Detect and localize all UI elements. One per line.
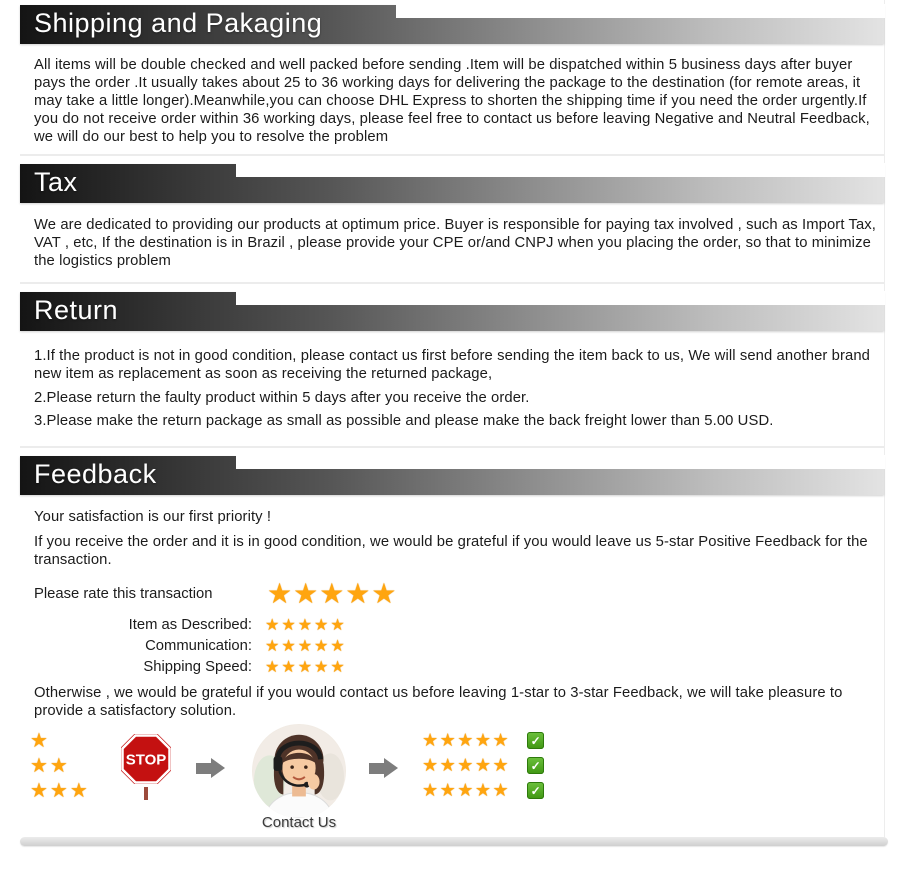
five-star-icon: ★★★★★ bbox=[265, 614, 347, 634]
section-divider bbox=[20, 154, 884, 156]
product-policy-page bbox=[20, 0, 885, 846]
rate-transaction-label: Please rate this transaction bbox=[34, 586, 213, 602]
section-header-tax bbox=[20, 164, 884, 203]
header-notch bbox=[236, 163, 885, 177]
checkbox-checked-icon: ✓ bbox=[527, 782, 544, 799]
section-header-shipping bbox=[20, 5, 884, 44]
checkbox-checked-icon: ✓ bbox=[527, 732, 544, 749]
low-rating-stars bbox=[30, 728, 114, 803]
feedback-flow-diagram bbox=[30, 727, 884, 831]
five-star-icon: ★★★★★ bbox=[422, 754, 511, 776]
arrow-right-icon bbox=[369, 758, 398, 778]
two-star-icon: ★★ bbox=[30, 753, 70, 777]
shipping-policy-text: All items will be double checked and well packed before sending .Item will be dispatched within 5 business days after buyer pays the order .It usually takes about 25 to 36 working days for delivering the package to the destination (for remote areas, it may take a little longer).Meanwhile,you can choose DHL Express to shorten the shipping time if you need the order urgently.If you do not receive order within 36 working days, please feel free to contact us before leaving Negative and Neutral Feedback, we will do our best to help you to resolve the problem bbox=[34, 57, 870, 145]
bottom-divider-bar bbox=[20, 837, 888, 846]
contact-us-image bbox=[252, 724, 346, 818]
rating-label: Communication: bbox=[145, 637, 252, 654]
one-star-icon: ★ bbox=[30, 728, 50, 752]
section-title-return: Return bbox=[34, 295, 119, 325]
rating-row-shipping-speed bbox=[34, 656, 884, 677]
header-notch bbox=[396, 4, 885, 18]
tax-policy-text: We are dedicated to providing our products at optimum price. Buyer is responsible for paying tax involved , such as Import Tax, VAT , etc, If the destination is in Brazil , please provide your CPE or/and CNPJ when you placing the order, so that to minimize the logistics problem bbox=[34, 217, 877, 269]
contact-us-label: Contact Us bbox=[261, 814, 337, 831]
section-title-tax: Tax bbox=[34, 167, 78, 197]
feedback-request-text: If you receive the order and it is in good condition, we would be grateful if you would leave us 5-star Positive Feedback for the transaction. bbox=[34, 534, 868, 568]
section-header-return bbox=[20, 292, 884, 331]
five-star-icon: ★★★★★ bbox=[422, 779, 511, 801]
header-notch bbox=[236, 291, 885, 305]
stop-sign-label: STOP bbox=[125, 751, 167, 769]
result-row bbox=[422, 728, 544, 753]
rating-row-item-described bbox=[34, 614, 884, 635]
three-star-icon: ★★★ bbox=[30, 778, 90, 802]
checkbox-checked-icon: ✓ bbox=[527, 757, 544, 774]
stop-sign-icon bbox=[120, 734, 172, 800]
return-policy-item: 2.Please return the faulty product within 5 days after you receive the order. bbox=[34, 390, 530, 406]
contact-us-figure bbox=[247, 724, 351, 831]
feedback-otherwise-text: Otherwise , we would be grateful if you would contact us before leaving 1-star to 3-star Feedback, we will take pleasure to provide a satisfactory solution. bbox=[34, 685, 843, 719]
section-title-feedback: Feedback bbox=[34, 459, 157, 489]
header-notch bbox=[236, 455, 885, 469]
rate-transaction-row bbox=[34, 578, 884, 610]
section-title-shipping: Shipping and Pakaging bbox=[34, 8, 323, 38]
section-divider bbox=[20, 282, 884, 284]
five-star-icon: ★★★★★ bbox=[265, 656, 347, 676]
rating-row-communication bbox=[34, 635, 884, 656]
five-star-icon: ★★★★★ bbox=[422, 729, 511, 751]
five-star-icon: ★★★★★ bbox=[265, 635, 347, 655]
five-star-result-rows bbox=[422, 728, 544, 803]
section-header-feedback bbox=[20, 456, 884, 495]
stop-sign-post bbox=[144, 787, 148, 800]
rating-label: Shipping Speed: bbox=[143, 658, 252, 675]
result-row bbox=[422, 778, 544, 803]
feedback-priority-text: Your satisfaction is our first priority ! bbox=[34, 509, 272, 525]
rating-label: Item as Described: bbox=[128, 616, 252, 633]
return-policy-item: 3.Please make the return package as small as possible and please make the back freight lower than 5.00 USD. bbox=[34, 413, 774, 429]
arrow-right-icon bbox=[196, 758, 225, 778]
section-divider bbox=[20, 446, 884, 448]
five-star-icon: ★★★★★ bbox=[267, 577, 398, 610]
return-policy-item: 1.If the product is not in good condition, please contact us first before sending the item back to us, We will send another brand new item as replacement as soon as receiving the returned package, bbox=[34, 348, 870, 382]
result-row bbox=[422, 753, 544, 778]
